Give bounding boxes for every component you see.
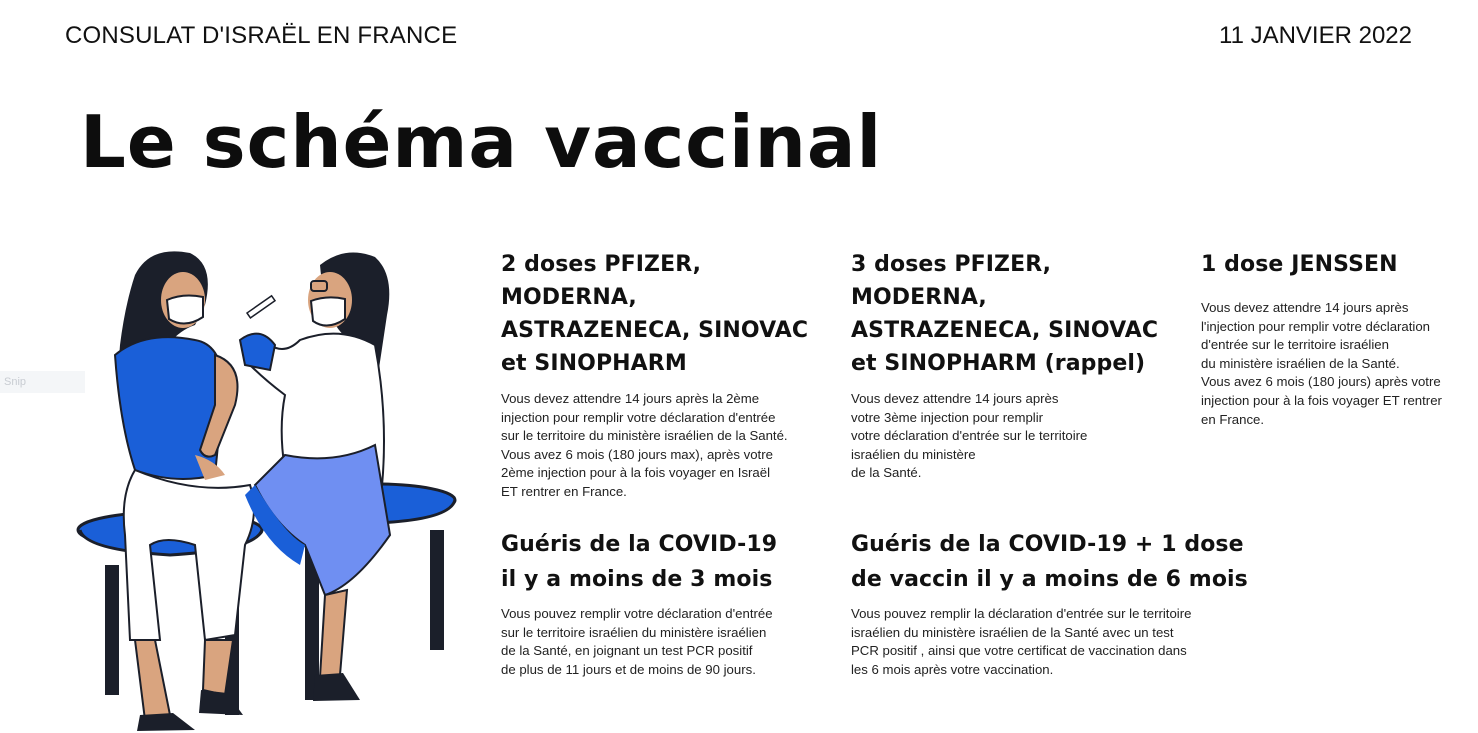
card-body-line: Vous devez attendre 14 jours après la 2ème — [501, 391, 760, 406]
card-title-line: 1 dose JENSSEN — [1201, 252, 1398, 277]
card-title-line: 2 doses PFIZER, MODERNA, — [501, 252, 702, 310]
card-body-line: Vous pouvez remplir votre déclaration d'entrée — [501, 606, 773, 621]
card-body-line: l'injection pour remplir votre déclaration — [1201, 318, 1431, 334]
card-body-line: Vous avez 6 mois (180 jours max), après votre — [501, 446, 773, 462]
card-body-line: injection pour remplir votre déclaration d'entrée — [501, 409, 776, 425]
card-body-line: votre 3ème injection pour remplir — [851, 409, 1044, 425]
card-body-line: PCR positif , ainsi que votre certificat de vaccination dans — [851, 643, 1187, 659]
card-title — [501, 527, 831, 597]
card-body — [851, 605, 1251, 679]
organization-name: CONSULAT D'ISRAËL EN FRANCE — [65, 22, 458, 49]
card-title — [501, 248, 831, 380]
recovered-plus-dose-card — [851, 527, 1251, 679]
card-body-line: israélien du ministère israélien de la Santé avec un test — [851, 624, 1174, 640]
card-body-line: d'entrée sur le territoire israélien — [1201, 337, 1389, 353]
card-body-line: Vous devez attendre 14 jours après — [1201, 300, 1409, 315]
card-title-line: de vaccin il y a moins de 6 mois — [851, 567, 1248, 592]
card-body-line: les 6 mois après votre vaccination. — [851, 661, 1054, 677]
page-title: Le schéma vaccinal — [80, 100, 883, 184]
card-body-line: de la Santé. — [851, 465, 922, 481]
card-body-line: injection pour à la fois voyager ET rentrer — [1201, 392, 1442, 408]
card-body-line: en France. — [1201, 411, 1265, 427]
card-title — [1201, 248, 1471, 281]
card-body — [501, 605, 831, 679]
card-body — [501, 390, 831, 502]
card-body-line: ET rentrer en France. — [501, 483, 627, 499]
card-title-line: Guéris de la COVID-19 + 1 dose — [851, 532, 1244, 557]
vaccination-illustration-icon — [75, 245, 465, 733]
vaccine-card-3-doses — [851, 248, 1181, 483]
card-title-line: 3 doses PFIZER, MODERNA, — [851, 252, 1052, 310]
card-title-line: ASTRAZENECA, SINOVAC — [851, 318, 1159, 343]
recovered-card — [501, 527, 831, 679]
card-body — [851, 390, 1181, 483]
card-body-line: sur le territoire du ministère israélien de la Santé. — [501, 428, 788, 444]
card-body-line: sur le territoire israélien du ministère israélien — [501, 624, 767, 640]
document-date: 11 JANVIER 2022 — [1219, 22, 1412, 49]
snip-tool-label: Snip — [0, 371, 85, 393]
card-body-line: Vous avez 6 mois (180 jours) après votre — [1201, 374, 1441, 390]
card-title — [851, 248, 1181, 380]
vaccine-card-1-dose — [1201, 248, 1471, 429]
card-title-line: et SINOPHARM — [501, 351, 687, 376]
card-body-line: 2ème injection pour à la fois voyager en Israël — [501, 465, 771, 481]
card-title-line: ASTRAZENECA, SINOVAC — [501, 318, 809, 343]
card-body-line: Vous pouvez remplir la déclaration d'entrée sur le territoire — [851, 606, 1192, 621]
vaccine-card-2-doses — [501, 248, 831, 502]
card-body-line: de la Santé, en joignant un test PCR positif — [501, 643, 753, 659]
card-title-line: Guéris de la COVID-19 — [501, 532, 778, 557]
card-body — [1201, 299, 1471, 429]
card-body-line: votre déclaration d'entrée sur le territoire — [851, 428, 1088, 444]
card-body-line: Vous devez attendre 14 jours après — [851, 391, 1059, 406]
card-title-line: il y a moins de 3 mois — [501, 567, 773, 592]
card-title — [851, 527, 1251, 597]
card-title-line: et SINOPHARM (rappel) — [851, 351, 1146, 376]
card-body-line: israélien du ministère — [851, 446, 976, 462]
card-body-line: de plus de 11 jours et de moins de 90 jours. — [501, 661, 756, 677]
card-body-line: du ministère israélien de la Santé. — [1201, 355, 1400, 371]
